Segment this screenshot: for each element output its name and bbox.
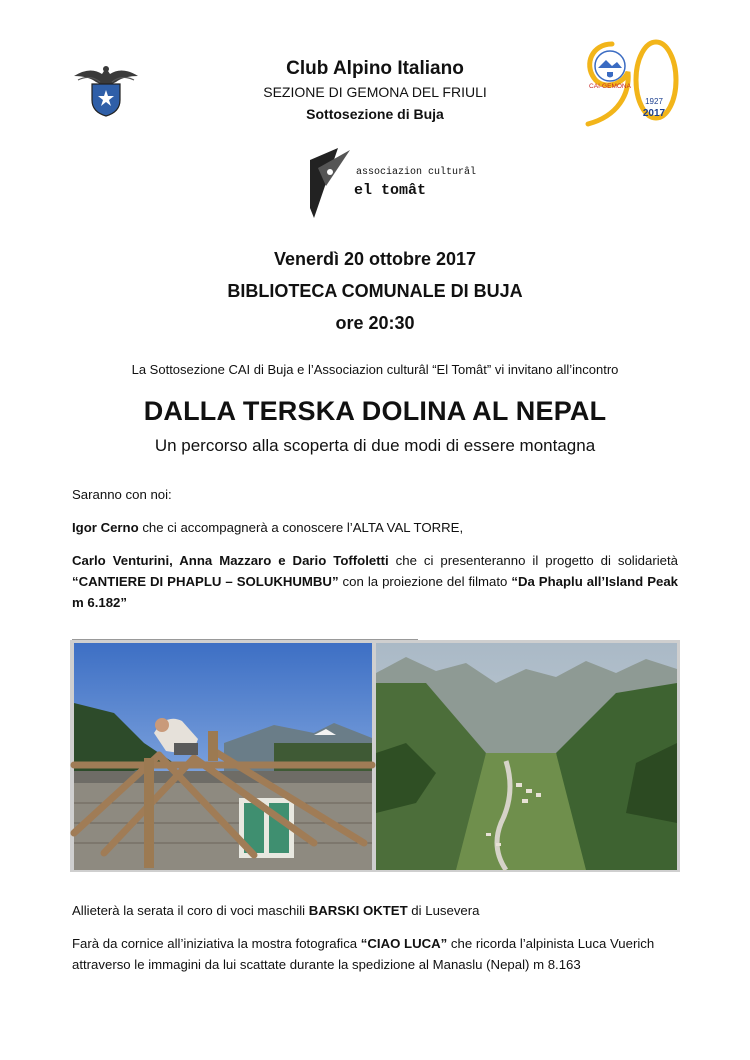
subtitle: Un percorso alla scoperta di due modi di essere montagna: [154, 436, 596, 455]
subsection-name: Sottosezione di Buja: [306, 106, 444, 122]
speaker1-paragraph: [72, 517, 678, 538]
speaker1-text: che ci accompagnerà a conoscere l’ALTA VAL TORRE,: [138, 520, 464, 535]
project-name: “CANTIERE DI PHAPLU – SOLUKHUMBU”: [72, 574, 339, 589]
photo-roof-construction: [74, 643, 372, 870]
event-time: ore 20:30: [335, 313, 415, 333]
choir-post: di Lusevera: [407, 903, 480, 918]
org-name: Club Alpino Italiano: [286, 58, 464, 79]
el-tomat-logo: [308, 146, 477, 218]
event-venue: BIBLIOTECA COMUNALE DI BUJA: [227, 281, 523, 301]
film-text: con la proiezione del filmato: [338, 574, 512, 589]
event-date: Venerdì 20 ottobre 2017: [273, 249, 477, 269]
exhibit-post: che ricorda l’alpinista Luca Vuerich attraverso le immagini da lui scattate durante la spedizione al Manaslu (Nepal) m 8.163: [72, 936, 655, 972]
choir-name: BARSKI OKTET: [308, 903, 408, 918]
main-title: DALLA TERSKA DOLINA AL NEPAL: [143, 396, 607, 426]
intro-paragraph: Saranno con noi:: [72, 487, 172, 502]
photo-alpine-valley: [376, 643, 677, 870]
exhibit-pre: Farà da cornice all’iniziativa la mostra fotografica: [72, 936, 361, 951]
speaker1-name: Igor Cerno: [72, 520, 139, 535]
tomat-line2: el tomât: [354, 182, 427, 199]
speakers2-text: che ci presenteranno il progetto di solidarietà: [388, 553, 678, 568]
tomat-line1: associazion culturâl: [356, 167, 477, 178]
invite-text: La Sottosezione CAI di Buja e l’Associazion culturâl “El Tomât” vi invitano all’incontro: [131, 362, 619, 377]
section-name: SEZIONE DI GEMONA DEL FRIULI: [263, 84, 487, 100]
choir-paragraph: [72, 900, 678, 921]
anniversary-year-start: 1927: [645, 97, 663, 106]
exhibit-name: “CIAO LUCA”: [360, 936, 448, 951]
exhibit-paragraph: [72, 933, 678, 975]
choir-pre: Allieterà la serata il coro di voci maschili: [72, 903, 309, 918]
anniversary-badge-text: CAI-GEMONA: [589, 83, 631, 90]
anniversary-year-end: 2017: [642, 108, 666, 119]
speakers2-names: Carlo Venturini, Anna Mazzaro e Dario Toffoletti: [72, 553, 389, 568]
speakers2-paragraph: [72, 550, 678, 613]
film-name: “Da Phaplu all’Island Peak m 6.182”: [72, 574, 678, 610]
